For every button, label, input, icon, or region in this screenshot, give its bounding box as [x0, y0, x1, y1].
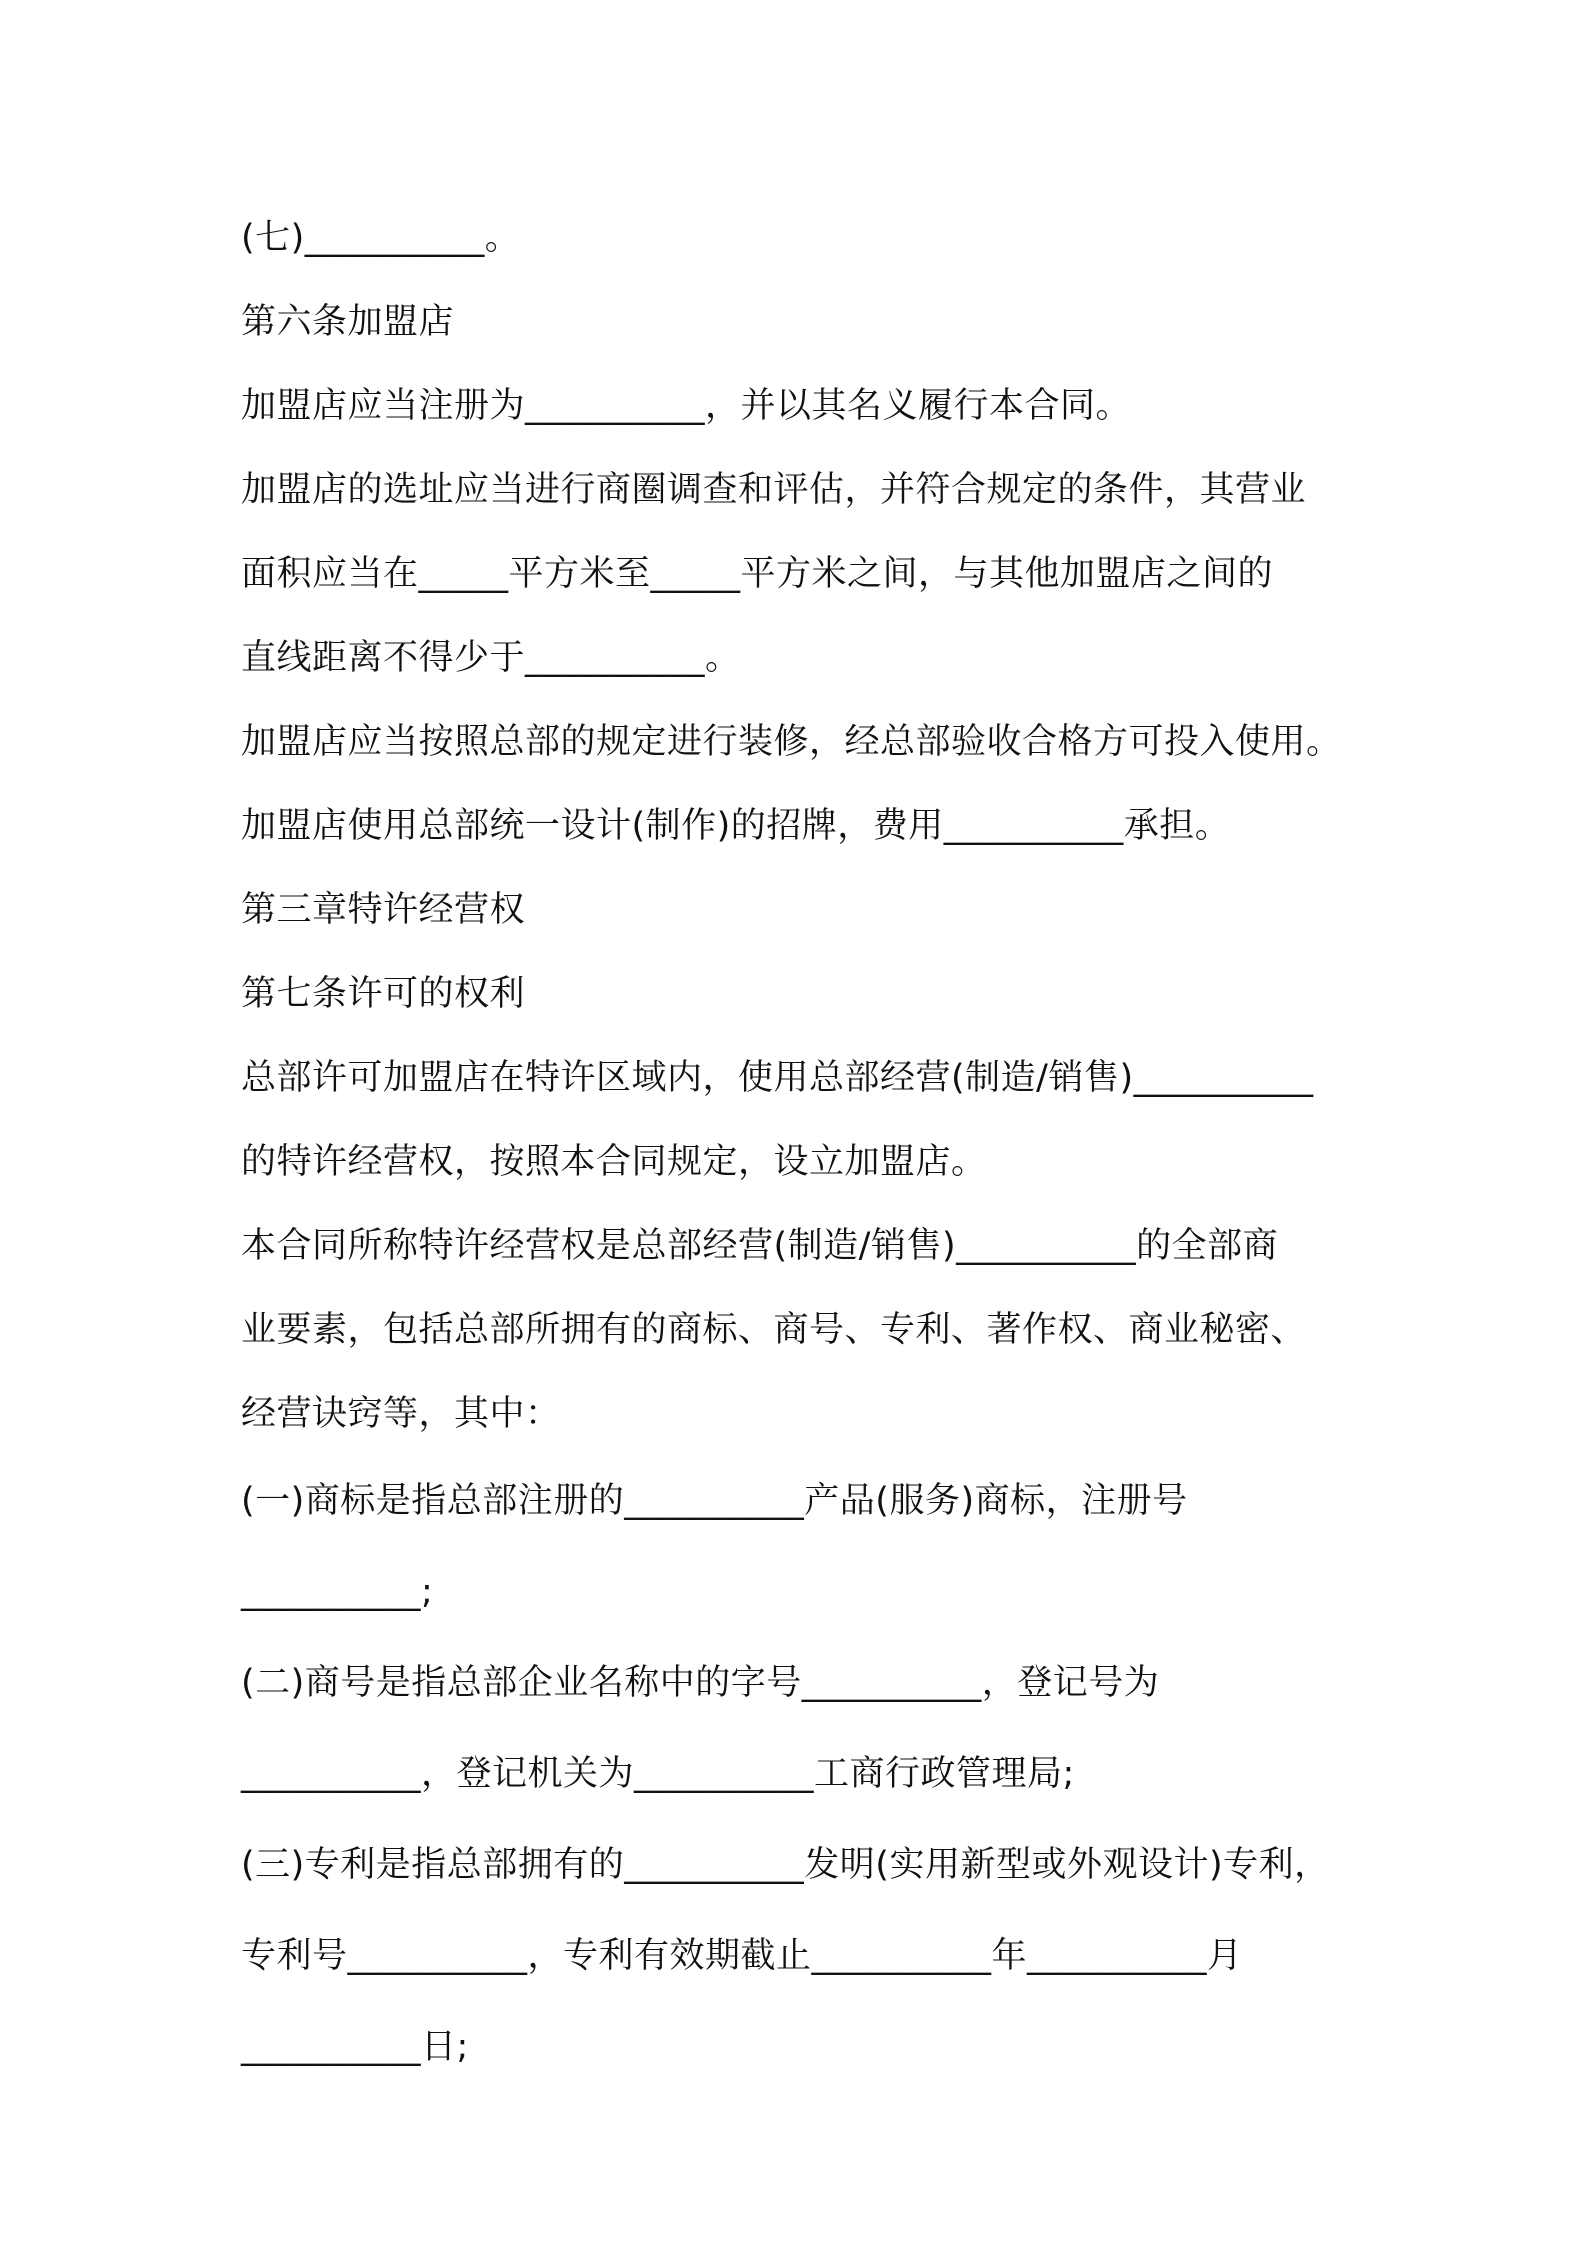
document-body [241, 196, 1391, 2093]
paragraph-franchise-definition-line-3: 经营诀窍等，其中： [241, 1394, 561, 1434]
clause-patent-line-1: (三)专利是指总部拥有的__________发明(实用新型或外观设计)专利， [241, 1845, 1330, 1885]
paragraph-franchise-definition-line-2: 业要素，包括总部所拥有的商标、商号、专利、著作权、商业秘密、 [241, 1310, 1307, 1350]
chapter-3-heading: 第三章特许经营权 [241, 890, 526, 930]
paragraph-site-selection-line-1: 加盟店的选址应当进行商圈调查和评估，并符合规定的条件，其营业 [241, 470, 1307, 510]
paragraph-license-line-1: 总部许可加盟店在特许区域内，使用总部经营(制造/销售)__________ [241, 1058, 1314, 1098]
article-7-heading: 第七条许可的权利 [241, 974, 526, 1014]
paragraph-license-line-2: 的特许经营权，按照本合同规定，设立加盟店。 [241, 1142, 987, 1182]
clause-trademark-line-2: __________; [241, 1572, 434, 1612]
paragraph-site-selection-line-2: 面积应当在_____平方米至_____平方米之间，与其他加盟店之间的 [241, 554, 1274, 594]
clause-patent-line-3: __________日; [241, 2027, 469, 2067]
article-6-heading: 第六条加盟店 [241, 302, 455, 342]
clause-patent-line-2: 专利号__________，专利有效期截止__________年__________月 [241, 1936, 1243, 1976]
clause-trade-name-line-2: __________，登记机关为__________工商行政管理局; [241, 1754, 1075, 1794]
clause-item-7: (七)__________。 [241, 218, 521, 258]
paragraph-signboard: 加盟店使用总部统一设计(制作)的招牌，费用__________承担。 [241, 806, 1231, 846]
clause-trademark-line-1: (一)商标是指总部注册的__________产品(服务)商标，注册号 [241, 1481, 1188, 1521]
paragraph-registration: 加盟店应当注册为__________，并以其名义履行本合同。 [241, 386, 1132, 426]
paragraph-decoration: 加盟店应当按照总部的规定进行装修，经总部验收合格方可投入使用。 [241, 722, 1342, 762]
paragraph-franchise-definition-line-1: 本合同所称特许经营权是总部经营(制造/销售)__________的全部商 [241, 1226, 1279, 1266]
clause-trade-name-line-1: (二)商号是指总部企业名称中的字号__________，登记号为 [241, 1663, 1160, 1703]
paragraph-site-selection-line-3: 直线距离不得少于__________。 [241, 638, 741, 678]
